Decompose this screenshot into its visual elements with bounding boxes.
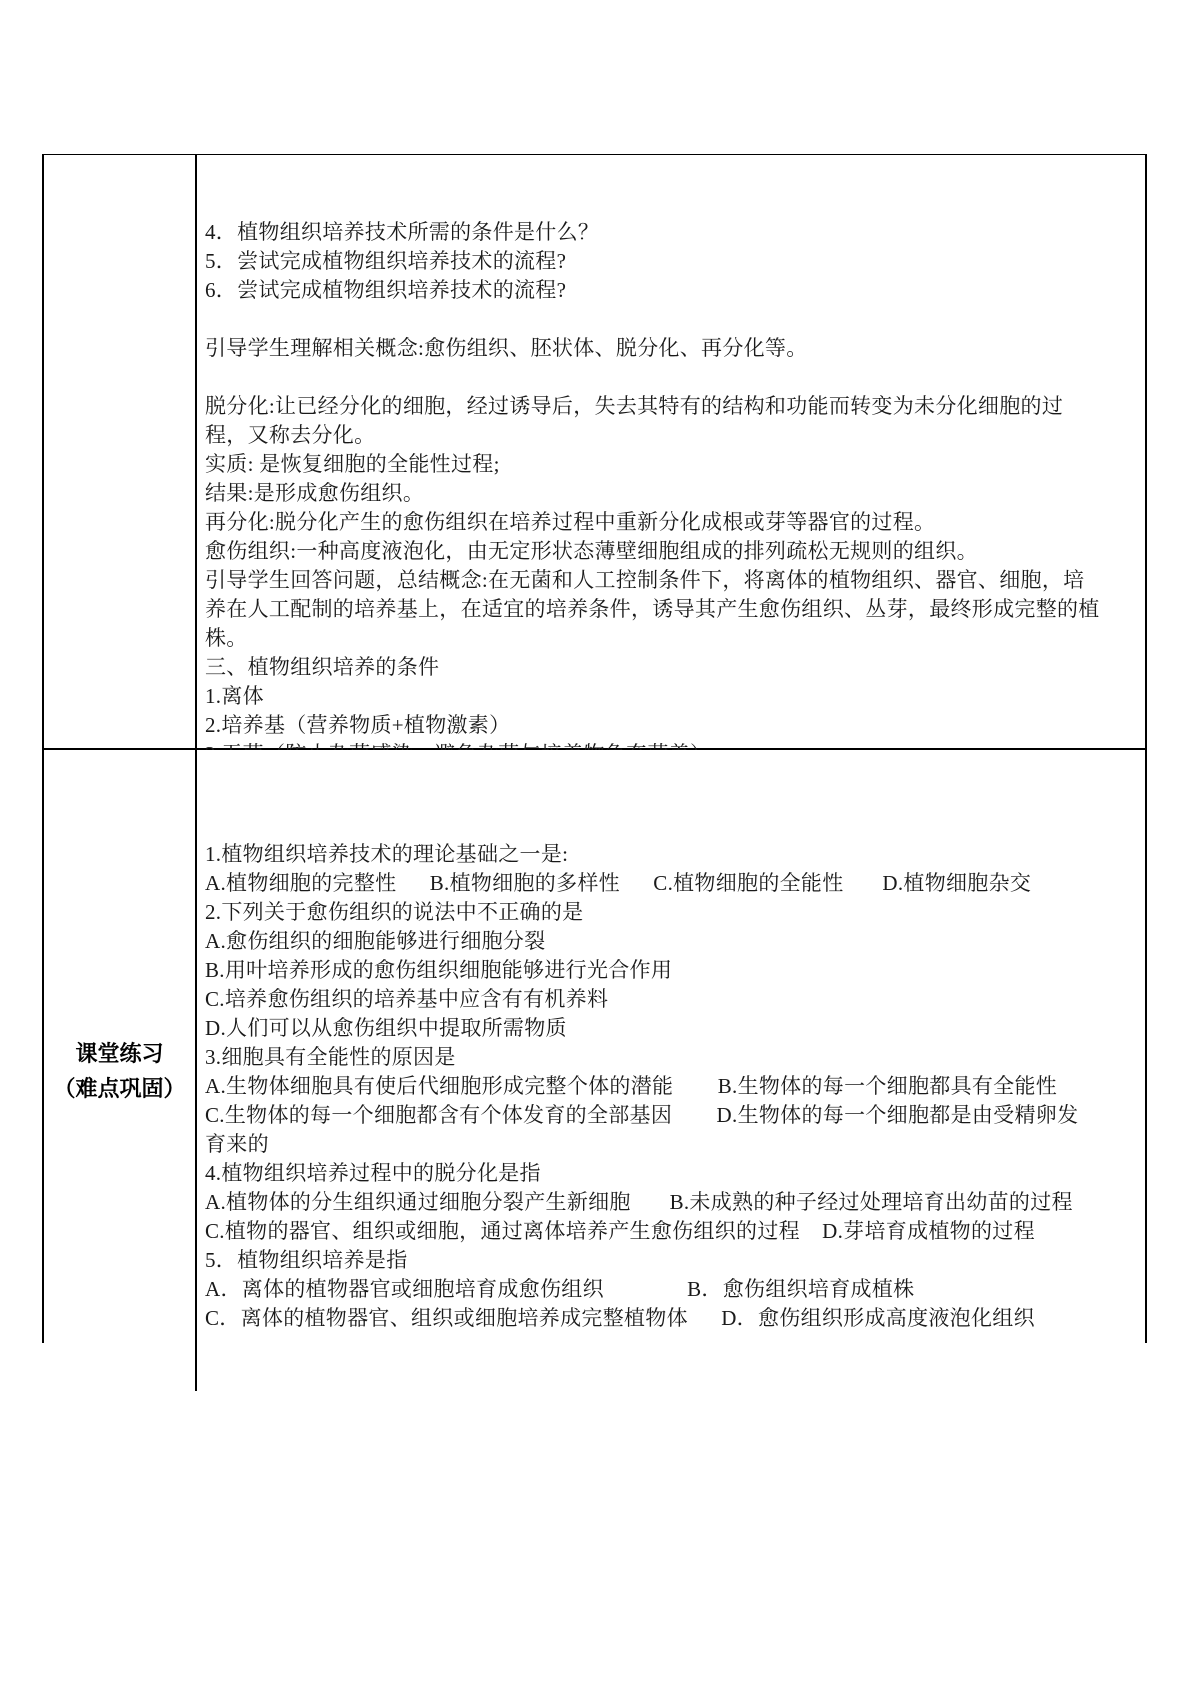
- row2-label-cell: [44, 750, 197, 1391]
- text-line: 养在人工配制的培养基上，在适宜的培养条件，诱导其产生愈伤组织、丛芽，最终形成完整的植: [205, 597, 1100, 621]
- text-line: D.人们可以从愈伤组织中提取所需物质: [205, 1016, 567, 1040]
- text-line: 4.植物组织培养过程中的脱分化是指: [205, 1161, 541, 1185]
- text-line: C．离体的植物器官、组织或细胞培养成完整植物体 D．愈伤组织形成高度液泡化组织: [205, 1306, 1035, 1330]
- text-line: 引导学生理解相关概念:愈伤组织、胚状体、脱分化、再分化等。: [205, 336, 808, 360]
- text-line: 愈伤组织:一种高度液泡化，由无定形状态薄壁细胞组成的排列疏松无规则的组织。: [205, 539, 978, 563]
- text-line: 2.培养基（营养物质+植物激素）: [205, 713, 511, 737]
- text-line: A.植物体的分生组织通过细胞分裂产生新细胞 B.未成熟的种子经过处理培育出幼苗的过程: [205, 1190, 1073, 1214]
- text-line: 5．植物组织培养是指: [205, 1248, 408, 1272]
- text-line: 育来的: [205, 1132, 269, 1156]
- text-line: 课堂练习: [75, 1040, 164, 1066]
- text-line: 株。: [205, 626, 248, 650]
- text-line: （难点巩固）: [53, 1075, 186, 1101]
- text-line: [205, 305, 1133, 334]
- text-line: 4．植物组织培养技术所需的条件是什么？: [205, 220, 600, 244]
- text-line: A．离体的植物器官或细胞培育成愈伤组织 B．愈伤组织培育成植株: [205, 1277, 915, 1301]
- practice-questions-text: [205, 840, 1133, 1333]
- row2-content-cell: [197, 750, 1145, 1391]
- text-line: C.植物的器官、组织或细胞，通过离体培养产生愈伤组织的过程 D.芽培育成植物的过程: [205, 1219, 1035, 1243]
- text-line: 1.植物组织培养技术的理论基础之一是:: [205, 842, 569, 866]
- text-line: A.愈伤组织的细胞能够进行细胞分裂: [205, 929, 546, 953]
- text-line: 脱分化:让已经分化的细胞，经过诱导后，失去其特有的结构和功能而转变为未分化细胞的过: [205, 394, 1064, 418]
- lesson-plan-table: [42, 154, 1147, 1343]
- text-line: A.植物细胞的完整性 B.植物细胞的多样性 C.植物细胞的全能性 D.植物细胞杂交: [205, 871, 1032, 895]
- text-line: 3.细胞具有全能性的原因是: [205, 1045, 456, 1069]
- text-line: 5．尝试完成植物组织培养技术的流程?: [205, 249, 567, 273]
- teaching-notes-text: [205, 218, 1133, 798]
- text-line: C.培养愈伤组织的培养基中应含有有机养料: [205, 987, 609, 1011]
- row1-left-cell: [44, 155, 197, 750]
- text-line: 三、植物组织培养的条件: [205, 655, 440, 679]
- row1-content-cell: [197, 155, 1145, 750]
- text-line: 6．尝试完成植物组织培养技术的流程?: [205, 278, 567, 302]
- text-line: B.用叶培养形成的愈伤组织细胞能够进行光合作用: [205, 958, 673, 982]
- text-line: 实质: 是恢复细胞的全能性过程;: [205, 452, 500, 476]
- text-line: 程，又称去分化。: [205, 423, 376, 447]
- text-line: C.生物体的每一个细胞都含有个体发育的全部基因 D.生物体的每一个细胞都是由受精卵发: [205, 1103, 1079, 1127]
- text-line: [205, 363, 1133, 392]
- section-label: [53, 1036, 185, 1106]
- text-line: 结果:是形成愈伤组织。: [205, 481, 425, 505]
- text-line: 2.下列关于愈伤组织的说法中不正确的是: [205, 900, 584, 924]
- text-line: 引导学生回答问题，总结概念:在无菌和人工控制条件下，将离体的植物组织、器官、细胞，培: [205, 568, 1085, 592]
- text-line: 再分化:脱分化产生的愈伤组织在培养过程中重新分化成根或芽等器官的过程。: [205, 510, 936, 534]
- text-line: A.生物体细胞具有使后代细胞形成完整个体的潜能 B.生物体的每一个细胞都具有全能性: [205, 1074, 1058, 1098]
- text-line: 1.离体: [205, 684, 264, 708]
